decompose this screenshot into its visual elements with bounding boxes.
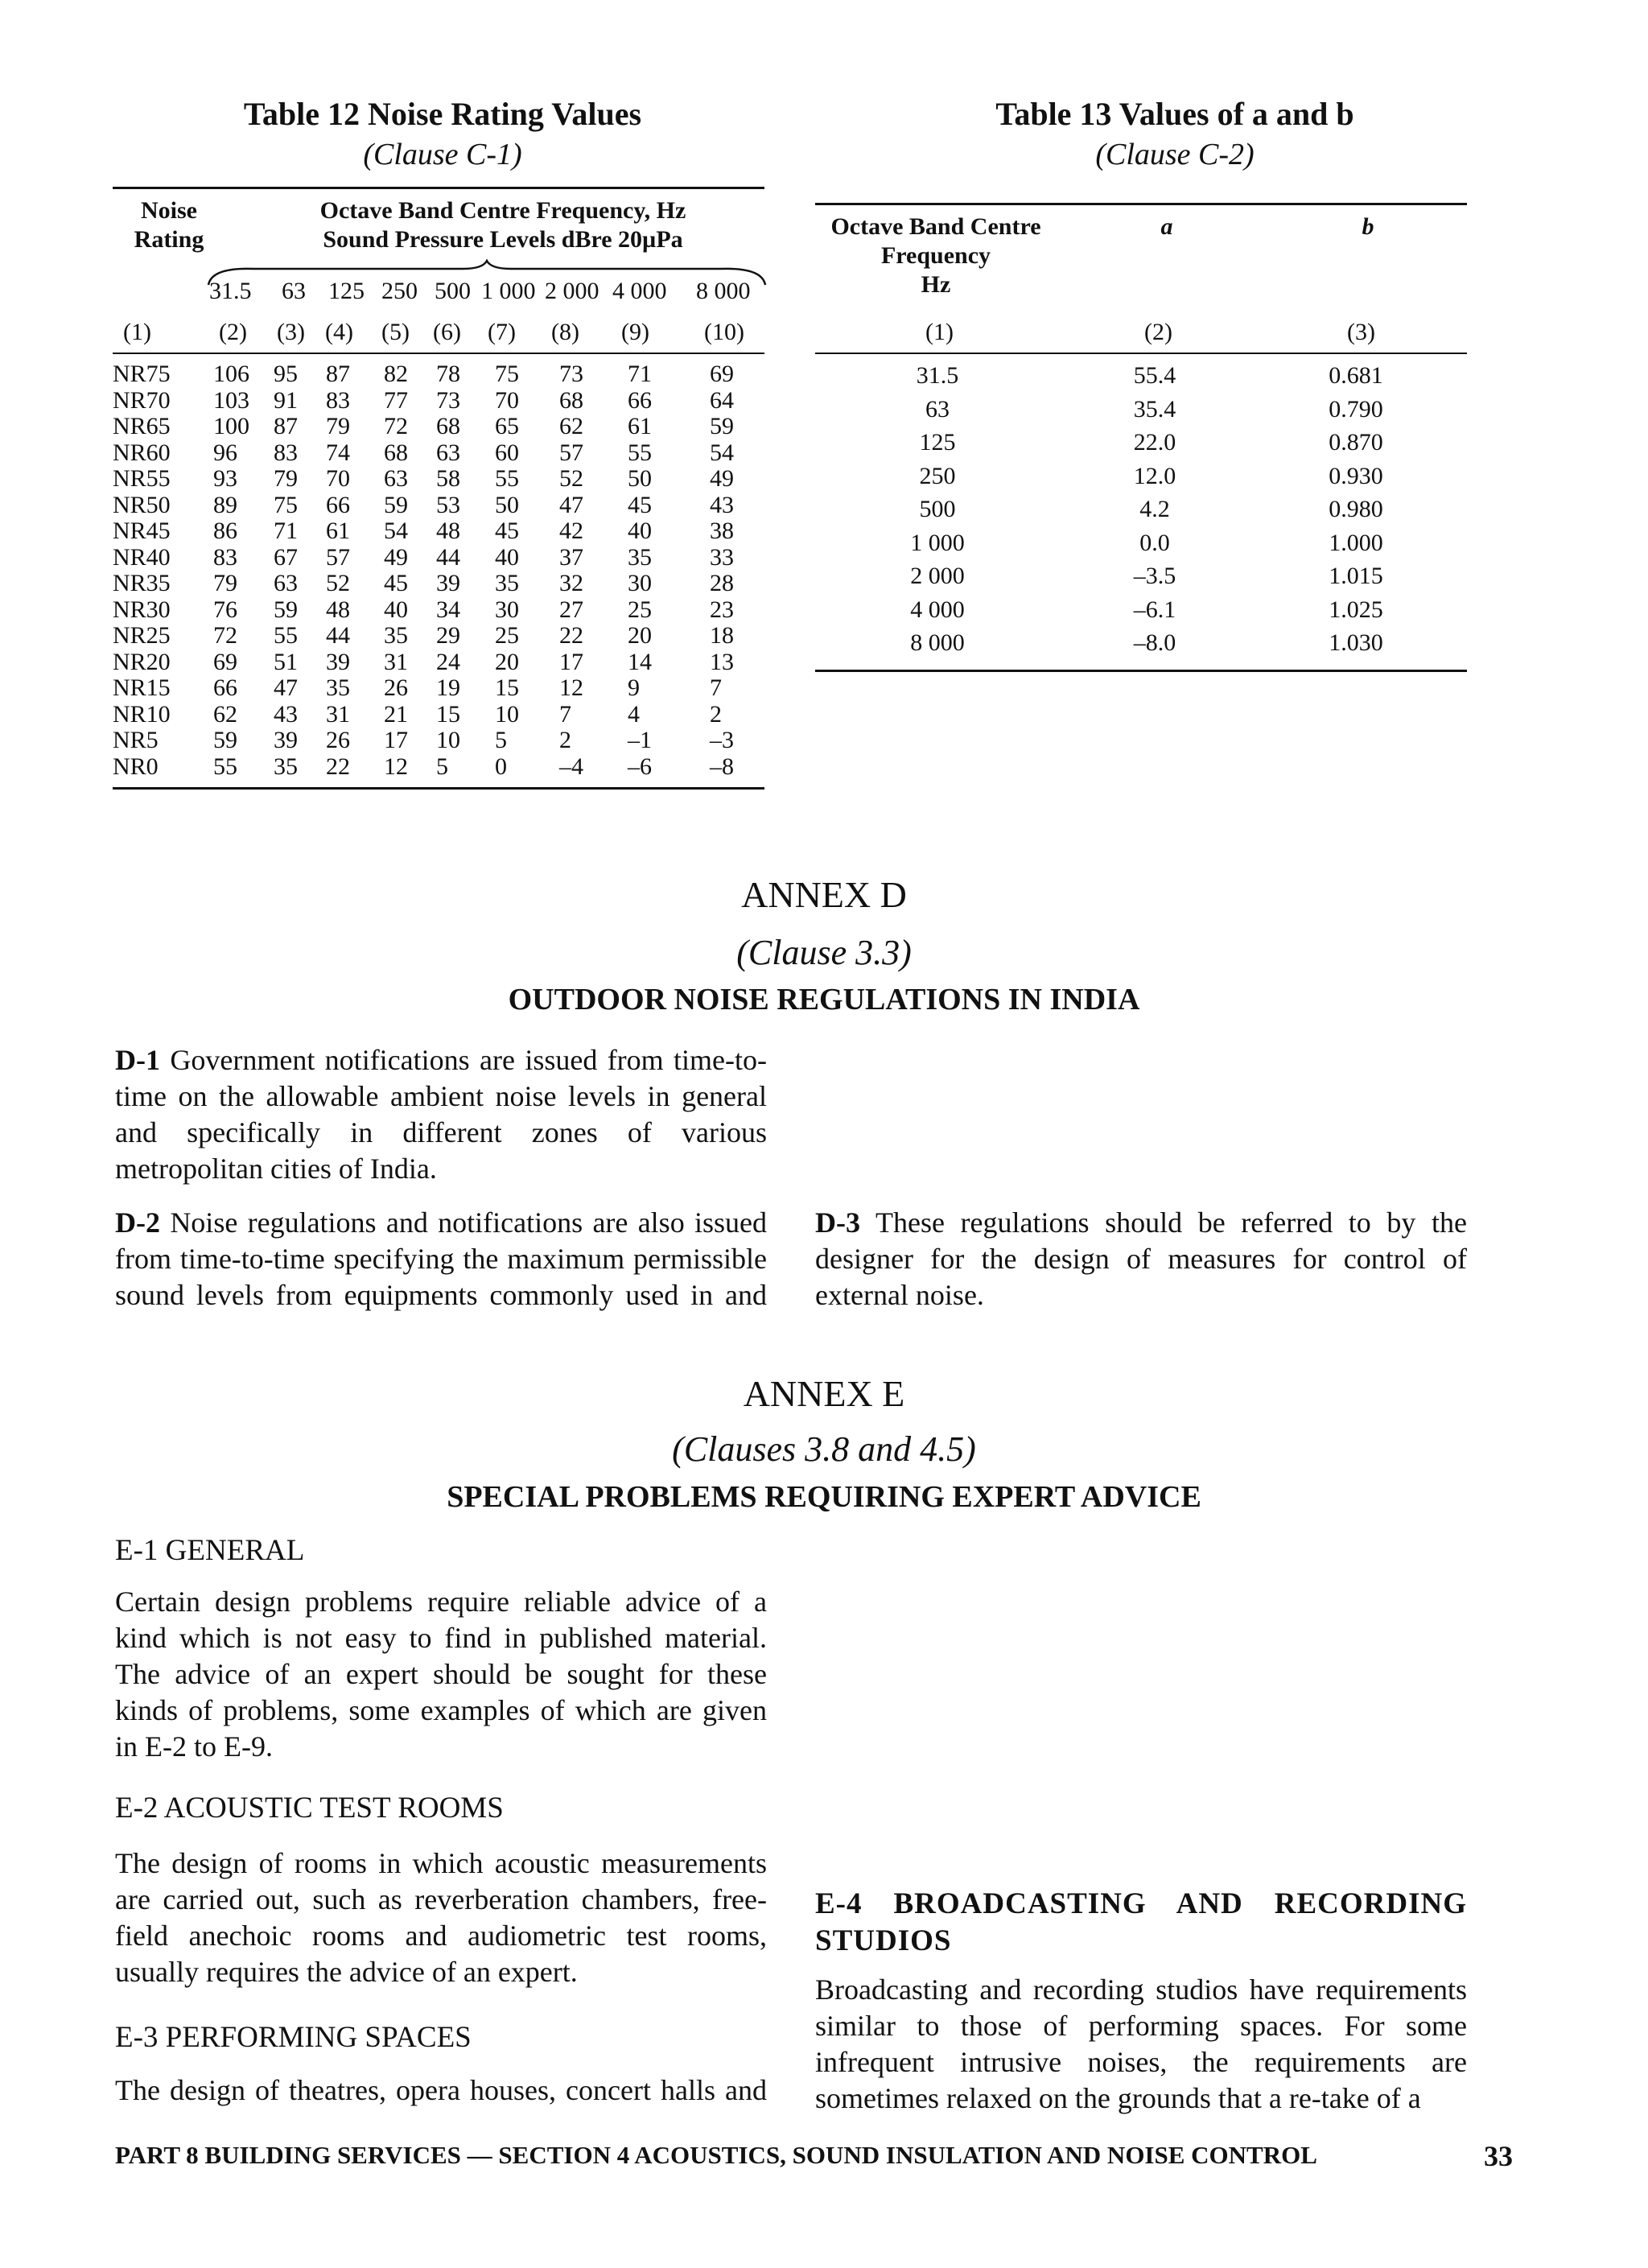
- table12-value-cell: 61: [326, 518, 350, 544]
- table12-value-cell: 12: [559, 674, 583, 701]
- table12-group-header: [241, 196, 764, 254]
- table13-cell: 0.870: [1329, 429, 1383, 456]
- annex-d-clause: [0, 932, 1648, 973]
- table12-colnum: (1): [123, 319, 151, 345]
- table12-value-cell: 34: [436, 596, 460, 623]
- table12-colnum: (6): [433, 319, 461, 345]
- table13-cell: 1.000: [1329, 529, 1383, 556]
- table13-cell: 500: [919, 496, 956, 522]
- table12-value-cell: 71: [628, 361, 652, 387]
- table12-rating-cell: NR35: [113, 570, 171, 596]
- table12-value-cell: 63: [384, 465, 408, 492]
- table13-row: [813, 463, 1465, 497]
- table12-value-cell: 77: [384, 386, 408, 414]
- table13-col1-header-line3: Hz: [921, 271, 951, 298]
- table12-clause: [113, 137, 772, 172]
- table12-rating-cell: NR60: [113, 439, 171, 466]
- table12-value-cell: 2: [559, 727, 571, 753]
- table13-cell: 55.4: [1133, 362, 1176, 389]
- table13-top-rule: [815, 203, 1467, 205]
- table12-value-cell: 52: [559, 465, 583, 492]
- table12-header-rule: [113, 353, 764, 354]
- table13-cell: 0.681: [1329, 362, 1383, 389]
- table13-row: [813, 563, 1465, 596]
- table12-value-cell: 75: [274, 491, 298, 518]
- table12-value-cell: 48: [436, 518, 460, 544]
- table12-value-cell: 45: [628, 491, 652, 518]
- table13-row: [813, 596, 1465, 630]
- table13-cell: 0.0: [1139, 529, 1170, 556]
- table13-cell: 1.015: [1329, 563, 1383, 589]
- table12-value-cell: 54: [710, 439, 734, 466]
- table12-value-cell: 47: [274, 674, 298, 701]
- annex-e-title: ANNEX E: [743, 1373, 905, 1414]
- table12-value-cell: 65: [495, 413, 519, 439]
- table12-row: [113, 622, 764, 649]
- e4-heading: E-4 BROADCASTING AND RECORDING STUDIOS: [815, 1887, 1467, 1957]
- e2-heading: E-2 ACOUSTIC TEST ROOMS: [115, 1792, 504, 1825]
- table12-value-cell: 62: [213, 700, 237, 728]
- table13-cell: –6.1: [1133, 596, 1176, 623]
- d3-label: D-3: [815, 1206, 860, 1239]
- table12-value-cell: 83: [274, 439, 298, 466]
- table12-value-cell: 78: [436, 361, 460, 387]
- table12-value-cell: 10: [436, 727, 460, 753]
- table12-value-cell: 60: [495, 439, 519, 466]
- table12-clause-text: (Clause C-1): [363, 138, 522, 171]
- table12-value-cell: 35: [628, 543, 652, 571]
- table12-colnum: (9): [621, 319, 649, 345]
- table12-value-cell: 43: [274, 700, 298, 728]
- table12-value-cell: 72: [213, 622, 237, 649]
- table12-value-cell: 22: [326, 753, 350, 780]
- table12-value-cell: 76: [213, 596, 237, 623]
- table13-cell: 0.980: [1329, 496, 1383, 522]
- table12-row: [113, 518, 764, 545]
- table12-value-cell: 71: [274, 518, 298, 544]
- table12-value-cell: 35: [326, 674, 350, 701]
- table13-cell: –3.5: [1133, 563, 1176, 589]
- table13-cell: 0.930: [1329, 462, 1383, 489]
- table12-row: [113, 596, 764, 624]
- table12-value-cell: 59: [274, 596, 298, 623]
- table12-row: [113, 387, 764, 414]
- table12-value-cell: –6: [628, 753, 652, 780]
- table12-value-cell: 39: [274, 727, 298, 753]
- table13-col1-header-line1: Octave Band Centre: [830, 213, 1041, 240]
- table13-col3-header: [1328, 212, 1408, 241]
- page-number: 33: [1484, 2140, 1513, 2172]
- annex-d-title: ANNEX D: [741, 874, 907, 915]
- table12-value-cell: 40: [495, 543, 519, 571]
- table12-rating-cell: NR50: [113, 491, 171, 518]
- table12-value-cell: 44: [326, 622, 350, 649]
- table12-value-cell: 39: [436, 570, 460, 596]
- table12-value-cell: 86: [213, 518, 237, 544]
- table12-value-cell: 30: [628, 570, 652, 596]
- table12-value-cell: 2: [710, 700, 722, 728]
- d2-label: D-2: [115, 1206, 160, 1239]
- table12-row: [113, 492, 764, 519]
- table12-value-cell: 55: [274, 622, 298, 649]
- table12-value-cell: 95: [274, 361, 298, 387]
- table12-value-cell: 55: [213, 753, 237, 780]
- table13-colnum: (3): [1347, 319, 1375, 345]
- annex-e-clause: [0, 1429, 1648, 1470]
- table12-value-cell: 48: [326, 596, 350, 623]
- table12-colnum: (7): [488, 319, 516, 345]
- d2-text: Noise regulations and notifications are also issued from time-to-time specifying the maximum permissible sound levels from equipments commonly used in and: [115, 1206, 767, 1311]
- table12-value-cell: 75: [495, 361, 519, 387]
- annex-d-heading: OUTDOOR NOISE REGULATIONS IN INDIA: [508, 983, 1140, 1016]
- table12-value-cell: 68: [384, 439, 408, 466]
- table12-value-cell: 15: [436, 700, 460, 728]
- table12-value-cell: –8: [710, 753, 734, 780]
- table12-value-cell: 42: [559, 518, 583, 544]
- table12-value-cell: 7: [559, 700, 571, 728]
- table12-value-cell: –3: [710, 727, 734, 753]
- para-d3: [815, 1205, 1467, 1313]
- table12-value-cell: 19: [436, 674, 460, 701]
- para-e2: The design of rooms in which acoustic measurements are carried out, such as reverberation chambers, free-field anechoic rooms and audiometric test rooms, usually requires the advice of an expert.: [115, 1847, 767, 1988]
- para-d1: [115, 1042, 767, 1187]
- table13-row: [813, 530, 1465, 563]
- table12-rating-cell: NR40: [113, 543, 171, 571]
- table12-value-cell: 79: [326, 413, 350, 439]
- table12-value-cell: 63: [436, 439, 460, 466]
- table12-value-cell: 59: [710, 413, 734, 439]
- table12-rating-cell: NR65: [113, 413, 171, 439]
- annex-e-heading: SPECIAL PROBLEMS REQUIRING EXPERT ADVICE: [447, 1480, 1201, 1514]
- table13-cell: 22.0: [1133, 429, 1176, 456]
- table12-value-cell: 22: [559, 622, 583, 649]
- table13-cell: 250: [919, 462, 956, 489]
- table12-rating-cell: NR45: [113, 518, 171, 544]
- table12-value-cell: 18: [710, 622, 734, 649]
- table13-row: [813, 362, 1465, 396]
- table13-cell: 4.2: [1139, 496, 1170, 522]
- table12-colnum: (4): [325, 319, 353, 345]
- table12-value-cell: 55: [495, 465, 519, 492]
- table12-top-rule: [113, 187, 764, 189]
- table12-value-cell: 64: [710, 386, 734, 414]
- table12-row: [113, 649, 764, 676]
- table12-row: [113, 413, 764, 440]
- para-d2: [115, 1205, 767, 1313]
- table12-rating-cell: NR20: [113, 648, 171, 675]
- table12-row: [113, 361, 764, 388]
- para-e1: Certain design problems require reliable advice of a kind which is not easy to find in published material. The advice of an expert should be sought for these kinds of problems, some examples of which are given in E-2 to E-9.: [115, 1586, 767, 1763]
- table12-value-cell: –4: [559, 753, 583, 780]
- table12-value-cell: 25: [628, 596, 652, 623]
- table12-value-cell: 26: [384, 674, 408, 701]
- table12-colnum: (5): [381, 319, 410, 345]
- table12-value-cell: 68: [436, 413, 460, 439]
- table13-title: [813, 95, 1537, 133]
- table13-cell: 63: [925, 395, 950, 423]
- table13-column-numbers: [813, 319, 1465, 353]
- table12-freq-cell: 4 000: [612, 278, 667, 304]
- table13-cell: 1 000: [910, 529, 965, 556]
- table13-row: [813, 496, 1465, 530]
- table12-value-cell: 72: [384, 413, 408, 439]
- table13-colnum: (1): [925, 319, 954, 345]
- table12-value-cell: 12: [384, 753, 408, 780]
- table12-rating-cell: NR0: [113, 753, 159, 780]
- d3-text: These regulations should be referred to by the designer for the design of measures for control of external noise.: [815, 1206, 1467, 1311]
- table12-freq-cell: 250: [381, 278, 418, 304]
- table12-freq-cell: 1 000: [481, 278, 536, 304]
- table12-value-cell: 50: [628, 465, 652, 492]
- table12-value-cell: 57: [559, 439, 583, 466]
- table12-value-cell: 103: [213, 386, 249, 414]
- table12-value-cell: 91: [274, 386, 298, 414]
- table13-clause: [813, 137, 1537, 172]
- table12-col1-header: [113, 196, 225, 254]
- table12-value-cell: 37: [559, 543, 583, 571]
- table12-value-cell: 35: [274, 753, 298, 780]
- table12-value-cell: 68: [559, 386, 583, 414]
- table12-bottom-rule: [113, 787, 764, 790]
- para-e3: The design of theatres, opera houses, concert halls and: [115, 2074, 767, 2106]
- table12-value-cell: 63: [274, 570, 298, 596]
- table12-row: [113, 570, 764, 597]
- d1-text: Government notifications are issued from time-to-time on the allowable ambient noise levels in general and specifically in different zones of various metropolitan cities of India.: [115, 1044, 767, 1185]
- table12-value-cell: 83: [213, 543, 237, 571]
- table12-value-cell: 5: [495, 727, 507, 753]
- table12-value-cell: 26: [326, 727, 350, 753]
- table13-cell: 0.790: [1329, 395, 1383, 423]
- table12-value-cell: 31: [384, 648, 408, 675]
- table12-value-cell: 28: [710, 570, 734, 596]
- table12-value-cell: 13: [710, 648, 734, 675]
- table12-rating-cell: NR75: [113, 361, 171, 387]
- table13-cell: –8.0: [1133, 629, 1176, 656]
- table12-group-header-line1: Octave Band Centre Frequency, Hz: [319, 197, 686, 224]
- table12-group-header-line2: Sound Pressure Levels dBre 20µPa: [323, 226, 683, 253]
- annex-d-clause-text: (Clause 3.3): [736, 933, 912, 972]
- table12-col1-header-line2: Rating: [134, 226, 204, 253]
- table12-row: [113, 674, 764, 702]
- table12-value-cell: 69: [710, 361, 734, 387]
- table12-value-cell: 47: [559, 491, 583, 518]
- table13-col3-header-text: b: [1362, 213, 1374, 240]
- table12-value-cell: 50: [495, 491, 519, 518]
- table12-row: [113, 465, 764, 493]
- table13-col2-header: [1127, 212, 1207, 241]
- table12-value-cell: 74: [326, 439, 350, 466]
- table12-value-cell: 106: [213, 361, 249, 387]
- table13-title-text: Table 13 Values of a and b: [995, 96, 1354, 132]
- table13-bottom-rule: [815, 670, 1467, 672]
- table12-value-cell: 4: [628, 700, 640, 728]
- table12-value-cell: 53: [436, 491, 460, 518]
- table12-colnum: (2): [219, 319, 247, 345]
- table12-value-cell: 15: [495, 674, 519, 701]
- table12-rating-cell: NR55: [113, 465, 171, 492]
- table12-freq-cell: 500: [435, 278, 471, 304]
- table12-row: [113, 439, 764, 467]
- table12-value-cell: 54: [384, 518, 408, 544]
- table12-value-cell: 62: [559, 413, 583, 439]
- table12-value-cell: 20: [628, 622, 652, 649]
- table12-value-cell: 31: [326, 700, 350, 728]
- table12-colnum: (3): [277, 319, 305, 345]
- table12-value-cell: 27: [559, 596, 583, 623]
- table12-value-cell: 57: [326, 543, 350, 571]
- table12-value-cell: 59: [384, 491, 408, 518]
- table13-header-rule: [815, 353, 1467, 354]
- table12-value-cell: 66: [326, 491, 350, 518]
- table13-col2-header-text: a: [1160, 213, 1173, 240]
- table12-value-cell: 79: [213, 570, 237, 596]
- table12-value-cell: 70: [495, 386, 519, 414]
- table12-value-cell: –1: [628, 727, 652, 753]
- table12-rating-cell: NR15: [113, 674, 171, 701]
- table12-value-cell: 51: [274, 648, 298, 675]
- table12-value-cell: 52: [326, 570, 350, 596]
- e1-heading: E-1 GENERAL: [115, 1534, 305, 1567]
- table12-value-cell: 89: [213, 491, 237, 518]
- table12-rating-cell: NR30: [113, 596, 171, 623]
- table13-clause-text: (Clause C-2): [1095, 138, 1255, 171]
- table12-value-cell: 39: [326, 648, 350, 675]
- table12-value-cell: 87: [274, 413, 298, 439]
- table12-value-cell: 24: [436, 648, 460, 675]
- table12-value-cell: 100: [213, 413, 249, 439]
- table12-value-cell: 29: [436, 622, 460, 649]
- table12-value-cell: 69: [213, 648, 237, 675]
- table12-value-cell: 43: [710, 491, 734, 518]
- table13-cell: 31.5: [916, 362, 959, 389]
- table12-value-cell: 82: [384, 361, 408, 387]
- e3-heading: E-3 PERFORMING SPACES: [115, 2021, 472, 2054]
- table12-value-cell: 23: [710, 596, 734, 623]
- table12-value-cell: 66: [628, 386, 652, 414]
- table12-freq-cell: 125: [328, 278, 365, 304]
- table12-rating-cell: NR10: [113, 700, 171, 728]
- table12-value-cell: 79: [274, 465, 298, 492]
- table12-value-cell: 70: [326, 465, 350, 492]
- table12-value-cell: 59: [213, 727, 237, 753]
- table13-cell: 2 000: [910, 563, 965, 589]
- table13-cell: 12.0: [1133, 462, 1176, 489]
- table12-value-cell: 44: [436, 543, 460, 571]
- table12-value-cell: 40: [384, 596, 408, 623]
- table12-freq-cell: 31.5: [209, 278, 252, 304]
- table12-value-cell: 38: [710, 518, 734, 544]
- table12-value-cell: 66: [213, 674, 237, 701]
- table12-value-cell: 67: [274, 543, 298, 571]
- table13-cell: 4 000: [910, 596, 965, 623]
- table12-value-cell: 58: [436, 465, 460, 492]
- table12-colnum: (8): [551, 319, 579, 345]
- table12-value-cell: 32: [559, 570, 583, 596]
- d1-label: D-1: [115, 1044, 160, 1076]
- table12-value-cell: 33: [710, 543, 734, 571]
- table12-value-cell: 96: [213, 439, 237, 466]
- table13-colnum: (2): [1144, 319, 1172, 345]
- table12-value-cell: 49: [384, 543, 408, 571]
- table12-value-cell: 5: [436, 753, 448, 780]
- table13-cell: 125: [919, 429, 956, 456]
- table12-value-cell: 73: [436, 386, 460, 414]
- para-e4: Broadcasting and recording studios have requirements similar to those of performing spaces. For some infrequent intrusive noises, the requirements are sometimes relaxed on the grounds that a re-take of a: [815, 1973, 1467, 2114]
- table12-freq-cell: 8 000: [696, 278, 751, 304]
- table13-row: [813, 429, 1465, 463]
- table12-value-cell: 17: [384, 727, 408, 753]
- table12-rating-cell: NR70: [113, 386, 171, 414]
- table12-value-cell: 10: [495, 700, 519, 728]
- table12-value-cell: 93: [213, 465, 237, 492]
- table12-row: [113, 727, 764, 754]
- table12-value-cell: 17: [559, 648, 583, 675]
- table12-freq-cell: 2 000: [545, 278, 599, 304]
- table12-value-cell: 61: [628, 413, 652, 439]
- table12-value-cell: 35: [495, 570, 519, 596]
- table12-value-cell: 14: [628, 648, 652, 675]
- table12-row: [113, 701, 764, 728]
- table12-value-cell: 7: [710, 674, 722, 701]
- table12-rating-cell: NR5: [113, 727, 159, 753]
- table12-value-cell: 87: [326, 361, 350, 387]
- table12-colnum: (10): [704, 319, 744, 345]
- table12-value-cell: 55: [628, 439, 652, 466]
- table12-value-cell: 45: [384, 570, 408, 596]
- table12-value-cell: 35: [384, 622, 408, 649]
- table12-freq-cell: 63: [282, 278, 306, 304]
- table12-title: Table 12 Noise Rating Values: [243, 96, 642, 132]
- table13-col1-header-line2: Frequency: [880, 242, 991, 269]
- table12-value-cell: 40: [628, 518, 652, 544]
- table12-value-cell: 25: [495, 622, 519, 649]
- table12-row: [113, 544, 764, 571]
- table12-value-cell: 49: [710, 465, 734, 492]
- table12-value-cell: 30: [495, 596, 519, 623]
- table12-rating-cell: NR25: [113, 622, 171, 649]
- table13-row: [813, 396, 1465, 430]
- table13-cell: 1.030: [1329, 629, 1383, 656]
- table12-row: [113, 753, 764, 781]
- table13-cell: 35.4: [1133, 395, 1176, 423]
- annex-e-clause-text: (Clauses 3.8 and 4.5): [672, 1429, 976, 1469]
- table13-cell: 8 000: [910, 629, 965, 656]
- table12-value-cell: 45: [495, 518, 519, 544]
- table12-value-cell: 73: [559, 361, 583, 387]
- table12-col1-header-line1: Noise: [141, 197, 197, 224]
- table12-value-cell: 21: [384, 700, 408, 728]
- table13-col1-header: [815, 212, 1057, 299]
- table12-value-cell: 0: [495, 753, 507, 780]
- table13-cell: 1.025: [1329, 596, 1383, 623]
- table13-row: [813, 629, 1465, 663]
- table12-value-cell: 20: [495, 648, 519, 675]
- table12-value-cell: 83: [326, 386, 350, 414]
- table12-value-cell: 9: [628, 674, 640, 701]
- page-footer: PART 8 BUILDING SERVICES — SECTION 4 ACOUSTICS, SOUND INSULATION AND NOISE CONTROL: [115, 2141, 1317, 2169]
